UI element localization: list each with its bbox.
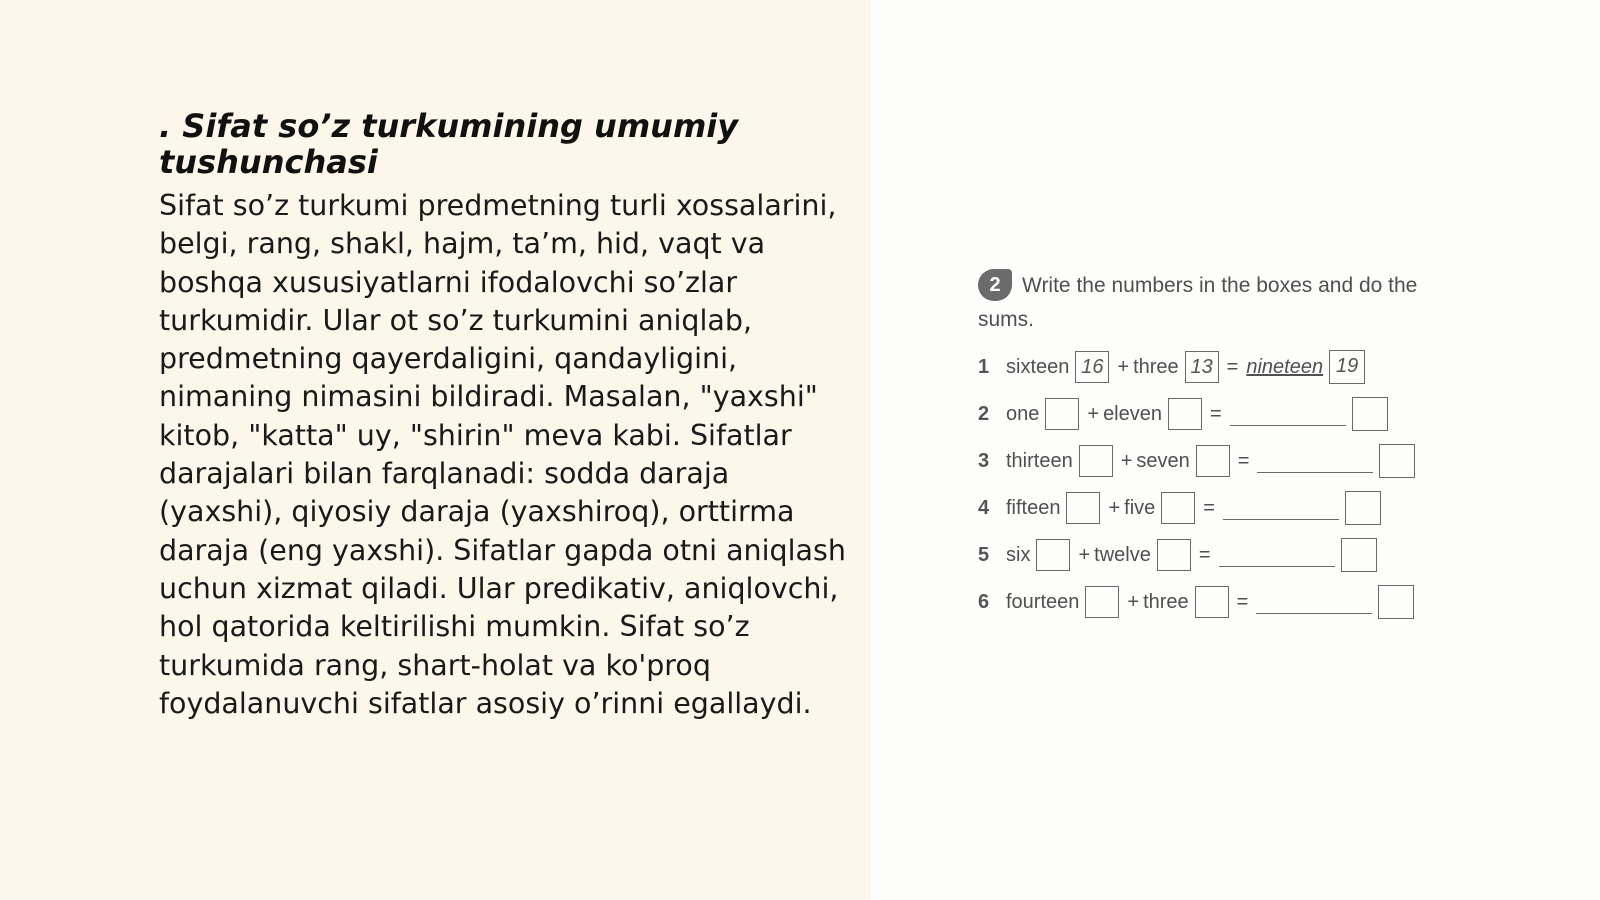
word-a: thirteen [1006,449,1073,472]
number-box-a[interactable] [1085,586,1119,618]
exercise-image [978,268,1448,626]
number-box-a[interactable] [1036,539,1070,571]
equals-sign: = [1210,402,1222,425]
word-a: fourteen [1006,590,1080,613]
plus-sign: + [1117,355,1130,378]
result-box[interactable]: 19 [1329,350,1365,384]
word-b: three [1133,355,1179,378]
number-box-b[interactable] [1196,445,1230,477]
answer-line[interactable] [1223,497,1339,520]
result-box[interactable] [1352,397,1388,431]
row-number: 3 [978,449,990,472]
plus-sign: + [1127,590,1140,613]
number-box-b[interactable]: 13 [1185,351,1219,383]
equals-sign: = [1226,355,1239,378]
exercise-row [978,391,1448,438]
word-a: six [1006,543,1031,566]
row-number: 1 [978,355,990,378]
result-box[interactable] [1379,444,1415,478]
number-box-b[interactable] [1161,492,1195,524]
number-box-a[interactable]: 16 [1075,351,1109,383]
number-box-b[interactable] [1195,586,1229,618]
exercise-number-badge: 2 [978,269,1012,301]
word-a: one [1006,402,1040,425]
word-a: sixteen [1006,355,1070,378]
answer-line[interactable] [1230,403,1346,426]
answer-line[interactable] [1257,450,1373,473]
word-b: twelve [1094,543,1151,566]
plus-sign: + [1078,543,1091,566]
row-number: 4 [978,496,990,519]
row-number: 2 [978,402,990,425]
slide-title: . Sifat so’z turkumining umumiy tushunchasi [159,107,739,181]
exercise-row [978,344,1448,391]
result-box[interactable] [1341,538,1377,572]
equals-sign: = [1236,590,1249,613]
answer-line[interactable] [1219,544,1335,567]
word-a: fifteen [1006,496,1061,519]
word-b: three [1143,590,1189,613]
row-number: 6 [978,590,990,613]
exercise-row [978,485,1448,532]
equals-sign: = [1198,543,1211,566]
exercise-rows [978,344,1448,626]
equals-sign: = [1203,496,1215,519]
plus-sign: + [1108,496,1121,519]
slide-body-text: Sifat so’z turkumi predmetning turli xossalarini, belgi, rang, shakl, hajm, ta’m, hid, vaqt va boshqa xususiyatlarni ifodalovchi so’zlar turkumidir. Ular ot so’z turkumini aniqlab, predmetning qayerdaligini, qandayligini, nimaning nimasini bildiradi. Masalan, "yaxshi" kitob, "katta" uy, "shirin" meva kabi. Sifatlar darajalari bilan farqlanadi: sodda daraja (yaxshi), qiyosiy daraja (yaxshiroq), orttirma daraja (eng yaxshi). Sifatlar gapda otni aniqlash uchun xizmat qiladi. Ular predikativ, aniqlovchi, hol qatorida keltirilishi mumkin. Sifat so’z turkumida rang, shart-holat va ko'proq foydalanuvchi sifatlar asosiy o’rinni egallaydi. [159,189,846,720]
plus-sign: + [1087,402,1100,425]
word-b: five [1124,496,1156,519]
plus-sign: + [1120,449,1133,472]
number-box-a[interactable] [1066,492,1100,524]
number-box-a[interactable] [1045,398,1079,430]
row-number: 5 [978,543,990,566]
number-box-b[interactable] [1157,539,1191,571]
equals-sign: = [1237,449,1250,472]
exercise-instruction: Write the numbers in the boxes and do the sums. [978,273,1418,331]
result-box[interactable] [1378,585,1414,619]
exercise-header [978,268,1448,336]
result-box[interactable] [1345,491,1381,525]
answer-line[interactable] [1256,591,1372,614]
word-b: seven [1136,449,1190,472]
exercise-row [978,532,1448,579]
word-b: eleven [1103,402,1162,425]
answer-line[interactable]: nineteen [1246,356,1324,379]
number-box-a[interactable] [1079,445,1113,477]
exercise-row [978,438,1448,485]
exercise-row [978,579,1448,626]
number-box-b[interactable] [1168,398,1202,430]
